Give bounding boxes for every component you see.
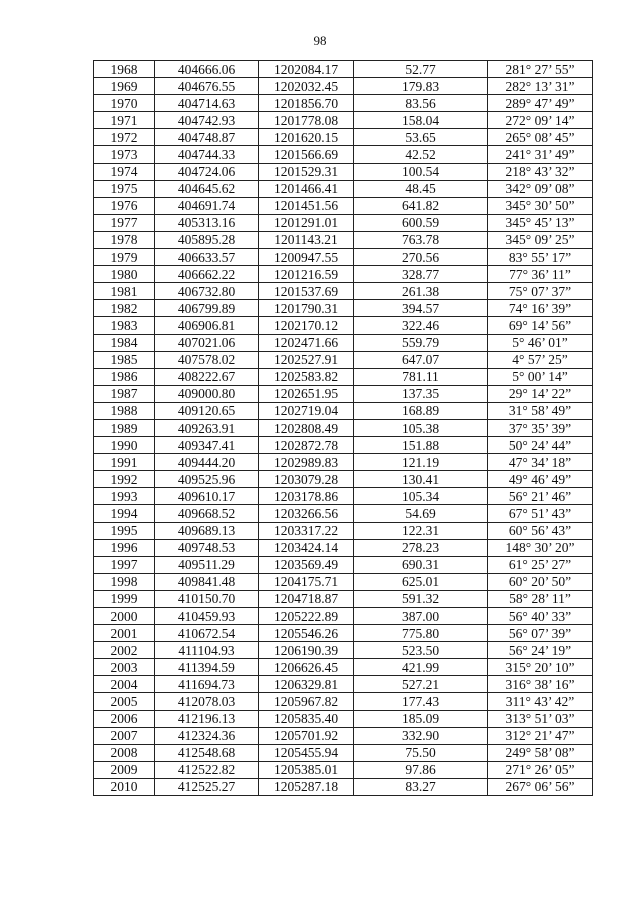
distance-cell: 75.50 (354, 744, 488, 761)
azimuth-cell: 282° 13’ 31” (488, 78, 593, 95)
distance-cell: 387.00 (354, 608, 488, 625)
distance-cell: 185.09 (354, 710, 488, 727)
y-coordinate-cell: 1203317.22 (259, 522, 354, 539)
azimuth-cell: 218° 43’ 32” (488, 163, 593, 180)
year-cell: 1983 (94, 317, 155, 334)
azimuth-cell: 312° 21’ 47” (488, 727, 593, 744)
distance-cell: 151.88 (354, 437, 488, 454)
table-row (94, 95, 593, 112)
x-coordinate-cell: 409748.53 (155, 539, 259, 556)
year-cell: 2006 (94, 710, 155, 727)
distance-cell: 137.35 (354, 385, 488, 402)
distance-cell: 158.04 (354, 112, 488, 129)
year-cell: 1988 (94, 402, 155, 419)
azimuth-cell: 37° 35’ 39” (488, 419, 593, 436)
table-row (94, 659, 593, 676)
table-row (94, 744, 593, 761)
distance-cell: 42.52 (354, 146, 488, 163)
distance-cell: 130.41 (354, 471, 488, 488)
table-row (94, 522, 593, 539)
azimuth-cell: 61° 25’ 27” (488, 556, 593, 573)
y-coordinate-cell: 1205701.92 (259, 727, 354, 744)
distance-cell: 559.79 (354, 334, 488, 351)
year-cell: 1968 (94, 61, 155, 78)
y-coordinate-cell: 1205967.82 (259, 693, 354, 710)
table-row (94, 761, 593, 778)
azimuth-cell: 60° 20’ 50” (488, 573, 593, 590)
azimuth-cell: 77° 36’ 11” (488, 266, 593, 283)
azimuth-cell: 60° 56’ 43” (488, 522, 593, 539)
page-number: 98 (313, 33, 327, 48)
y-coordinate-cell: 1205287.18 (259, 778, 354, 795)
y-coordinate-cell: 1201143.21 (259, 231, 354, 248)
distance-cell: 105.34 (354, 488, 488, 505)
table-row (94, 710, 593, 727)
azimuth-cell: 4° 57’ 25” (488, 351, 593, 368)
year-cell: 1982 (94, 300, 155, 317)
y-coordinate-cell: 1206190.39 (259, 642, 354, 659)
year-cell: 2007 (94, 727, 155, 744)
table-row (94, 78, 593, 95)
distance-cell: 122.31 (354, 522, 488, 539)
y-coordinate-cell: 1202084.17 (259, 61, 354, 78)
y-coordinate-cell: 1202989.83 (259, 454, 354, 471)
distance-cell: 52.77 (354, 61, 488, 78)
y-coordinate-cell: 1201529.31 (259, 163, 354, 180)
azimuth-cell: 249° 58’ 08” (488, 744, 593, 761)
x-coordinate-cell: 409525.96 (155, 471, 259, 488)
x-coordinate-cell: 404645.62 (155, 180, 259, 197)
azimuth-cell: 50° 24’ 44” (488, 437, 593, 454)
azimuth-cell: 56° 24’ 19” (488, 642, 593, 659)
table-row (94, 419, 593, 436)
distance-cell: 781.11 (354, 368, 488, 385)
y-coordinate-cell: 1202872.78 (259, 437, 354, 454)
table-row (94, 608, 593, 625)
y-coordinate-cell: 1202651.95 (259, 385, 354, 402)
x-coordinate-cell: 409610.17 (155, 488, 259, 505)
y-coordinate-cell: 1203569.49 (259, 556, 354, 573)
x-coordinate-cell: 404676.55 (155, 78, 259, 95)
distance-cell: 270.56 (354, 249, 488, 266)
azimuth-cell: 345° 30’ 50” (488, 197, 593, 214)
distance-cell: 179.83 (354, 78, 488, 95)
year-cell: 1979 (94, 249, 155, 266)
azimuth-cell: 74° 16’ 39” (488, 300, 593, 317)
coordinate-table (93, 60, 593, 796)
x-coordinate-cell: 409841.48 (155, 573, 259, 590)
year-cell: 2005 (94, 693, 155, 710)
azimuth-cell: 83° 55’ 17” (488, 249, 593, 266)
y-coordinate-cell: 1203178.86 (259, 488, 354, 505)
x-coordinate-cell: 409689.13 (155, 522, 259, 539)
x-coordinate-cell: 409444.20 (155, 454, 259, 471)
y-coordinate-cell: 1201537.69 (259, 283, 354, 300)
x-coordinate-cell: 410672.54 (155, 625, 259, 642)
year-cell: 2003 (94, 659, 155, 676)
x-coordinate-cell: 412324.36 (155, 727, 259, 744)
table-row (94, 676, 593, 693)
x-coordinate-cell: 409511.29 (155, 556, 259, 573)
distance-cell: 600.59 (354, 214, 488, 231)
y-coordinate-cell: 1204175.71 (259, 573, 354, 590)
x-coordinate-cell: 411104.93 (155, 642, 259, 659)
year-cell: 1985 (94, 351, 155, 368)
y-coordinate-cell: 1202032.45 (259, 78, 354, 95)
y-coordinate-cell: 1201466.41 (259, 180, 354, 197)
distance-cell: 100.54 (354, 163, 488, 180)
year-cell: 1976 (94, 197, 155, 214)
distance-cell: 763.78 (354, 231, 488, 248)
table-row (94, 471, 593, 488)
y-coordinate-cell: 1205546.26 (259, 625, 354, 642)
x-coordinate-cell: 406633.57 (155, 249, 259, 266)
x-coordinate-cell: 404714.63 (155, 95, 259, 112)
y-coordinate-cell: 1201778.08 (259, 112, 354, 129)
azimuth-cell: 31° 58’ 49” (488, 402, 593, 419)
y-coordinate-cell: 1205385.01 (259, 761, 354, 778)
year-cell: 1972 (94, 129, 155, 146)
x-coordinate-cell: 410459.93 (155, 608, 259, 625)
azimuth-cell: 75° 07’ 37” (488, 283, 593, 300)
y-coordinate-cell: 1205835.40 (259, 710, 354, 727)
azimuth-cell: 342° 09’ 08” (488, 180, 593, 197)
azimuth-cell: 271° 26’ 05” (488, 761, 593, 778)
year-cell: 1990 (94, 437, 155, 454)
year-cell: 2008 (94, 744, 155, 761)
distance-cell: 625.01 (354, 573, 488, 590)
distance-cell: 647.07 (354, 351, 488, 368)
y-coordinate-cell: 1201620.15 (259, 129, 354, 146)
year-cell: 1995 (94, 522, 155, 539)
azimuth-cell: 67° 51’ 43” (488, 505, 593, 522)
azimuth-cell: 56° 21’ 46” (488, 488, 593, 505)
year-cell: 1984 (94, 334, 155, 351)
y-coordinate-cell: 1202808.49 (259, 419, 354, 436)
distance-cell: 83.27 (354, 778, 488, 795)
year-cell: 1993 (94, 488, 155, 505)
year-cell: 1989 (94, 419, 155, 436)
x-coordinate-cell: 412548.68 (155, 744, 259, 761)
azimuth-cell: 148° 30’ 20” (488, 539, 593, 556)
year-cell: 2004 (94, 676, 155, 693)
y-coordinate-cell: 1201566.69 (259, 146, 354, 163)
y-coordinate-cell: 1206329.81 (259, 676, 354, 693)
azimuth-cell: 56° 40’ 33” (488, 608, 593, 625)
distance-cell: 48.45 (354, 180, 488, 197)
x-coordinate-cell: 412078.03 (155, 693, 259, 710)
year-cell: 1999 (94, 590, 155, 607)
year-cell: 1974 (94, 163, 155, 180)
year-cell: 1981 (94, 283, 155, 300)
x-coordinate-cell: 406906.81 (155, 317, 259, 334)
azimuth-cell: 49° 46’ 49” (488, 471, 593, 488)
year-cell: 2009 (94, 761, 155, 778)
distance-cell: 54.69 (354, 505, 488, 522)
table-row (94, 129, 593, 146)
year-cell: 2001 (94, 625, 155, 642)
table-row (94, 437, 593, 454)
table-row (94, 334, 593, 351)
azimuth-cell: 29° 14’ 22” (488, 385, 593, 402)
table-row (94, 402, 593, 419)
table-row (94, 163, 593, 180)
azimuth-cell: 345° 09’ 25” (488, 231, 593, 248)
table-row (94, 197, 593, 214)
year-cell: 1971 (94, 112, 155, 129)
table-row (94, 231, 593, 248)
x-coordinate-cell: 406799.89 (155, 300, 259, 317)
azimuth-cell: 313° 51’ 03” (488, 710, 593, 727)
x-coordinate-cell: 412196.13 (155, 710, 259, 727)
azimuth-cell: 241° 31’ 49” (488, 146, 593, 163)
y-coordinate-cell: 1206626.45 (259, 659, 354, 676)
y-coordinate-cell: 1203266.56 (259, 505, 354, 522)
year-cell: 1973 (94, 146, 155, 163)
y-coordinate-cell: 1201216.59 (259, 266, 354, 283)
distance-cell: 278.23 (354, 539, 488, 556)
x-coordinate-cell: 411694.73 (155, 676, 259, 693)
table-row (94, 778, 593, 795)
x-coordinate-cell: 404724.06 (155, 163, 259, 180)
azimuth-cell: 316° 38’ 16” (488, 676, 593, 693)
distance-cell: 641.82 (354, 197, 488, 214)
y-coordinate-cell: 1202471.66 (259, 334, 354, 351)
table-row (94, 693, 593, 710)
table-row (94, 300, 593, 317)
table-row (94, 505, 593, 522)
x-coordinate-cell: 406662.22 (155, 266, 259, 283)
table-row (94, 317, 593, 334)
year-cell: 1969 (94, 78, 155, 95)
azimuth-cell: 289° 47’ 49” (488, 95, 593, 112)
year-cell: 2002 (94, 642, 155, 659)
table-row (94, 454, 593, 471)
y-coordinate-cell: 1201291.01 (259, 214, 354, 231)
azimuth-cell: 311° 43’ 42” (488, 693, 593, 710)
y-coordinate-cell: 1204718.87 (259, 590, 354, 607)
year-cell: 1992 (94, 471, 155, 488)
distance-cell: 121.19 (354, 454, 488, 471)
x-coordinate-cell: 405313.16 (155, 214, 259, 231)
table-row (94, 642, 593, 659)
table-row (94, 283, 593, 300)
table-row (94, 590, 593, 607)
y-coordinate-cell: 1202527.91 (259, 351, 354, 368)
distance-cell: 523.50 (354, 642, 488, 659)
y-coordinate-cell: 1205222.89 (259, 608, 354, 625)
table-row (94, 385, 593, 402)
x-coordinate-cell: 412525.27 (155, 778, 259, 795)
x-coordinate-cell: 404748.87 (155, 129, 259, 146)
x-coordinate-cell: 407578.02 (155, 351, 259, 368)
distance-cell: 775.80 (354, 625, 488, 642)
year-cell: 1996 (94, 539, 155, 556)
table-row (94, 146, 593, 163)
distance-cell: 261.38 (354, 283, 488, 300)
distance-cell: 527.21 (354, 676, 488, 693)
azimuth-cell: 272° 09’ 14” (488, 112, 593, 129)
azimuth-cell: 47° 34’ 18” (488, 454, 593, 471)
x-coordinate-cell: 409000.80 (155, 385, 259, 402)
distance-cell: 690.31 (354, 556, 488, 573)
distance-cell: 421.99 (354, 659, 488, 676)
x-coordinate-cell: 409347.41 (155, 437, 259, 454)
y-coordinate-cell: 1200947.55 (259, 249, 354, 266)
year-cell: 1975 (94, 180, 155, 197)
x-coordinate-cell: 404666.06 (155, 61, 259, 78)
year-cell: 1991 (94, 454, 155, 471)
azimuth-cell: 281° 27’ 55” (488, 61, 593, 78)
azimuth-cell: 56° 07’ 39” (488, 625, 593, 642)
x-coordinate-cell: 404742.93 (155, 112, 259, 129)
year-cell: 1994 (94, 505, 155, 522)
y-coordinate-cell: 1201451.56 (259, 197, 354, 214)
year-cell: 1970 (94, 95, 155, 112)
table-row (94, 249, 593, 266)
x-coordinate-cell: 408222.67 (155, 368, 259, 385)
table-row (94, 556, 593, 573)
x-coordinate-cell: 412522.82 (155, 761, 259, 778)
table-body (94, 61, 593, 796)
year-cell: 1987 (94, 385, 155, 402)
x-coordinate-cell: 404744.33 (155, 146, 259, 163)
y-coordinate-cell: 1201790.31 (259, 300, 354, 317)
table-row (94, 727, 593, 744)
x-coordinate-cell: 409668.52 (155, 505, 259, 522)
year-cell: 2010 (94, 778, 155, 795)
table-row (94, 351, 593, 368)
x-coordinate-cell: 406732.80 (155, 283, 259, 300)
distance-cell: 328.77 (354, 266, 488, 283)
azimuth-cell: 315° 20’ 10” (488, 659, 593, 676)
azimuth-cell: 265° 08’ 45” (488, 129, 593, 146)
x-coordinate-cell: 407021.06 (155, 334, 259, 351)
year-cell: 1986 (94, 368, 155, 385)
y-coordinate-cell: 1202170.12 (259, 317, 354, 334)
year-cell: 1977 (94, 214, 155, 231)
year-cell: 1980 (94, 266, 155, 283)
table-row (94, 573, 593, 590)
table-row (94, 214, 593, 231)
distance-cell: 322.46 (354, 317, 488, 334)
azimuth-cell: 5° 46’ 01” (488, 334, 593, 351)
x-coordinate-cell: 409263.91 (155, 419, 259, 436)
y-coordinate-cell: 1202719.04 (259, 402, 354, 419)
azimuth-cell: 58° 28’ 11” (488, 590, 593, 607)
table-row (94, 112, 593, 129)
distance-cell: 168.89 (354, 402, 488, 419)
y-coordinate-cell: 1205455.94 (259, 744, 354, 761)
x-coordinate-cell: 405895.28 (155, 231, 259, 248)
table-row (94, 266, 593, 283)
x-coordinate-cell: 404691.74 (155, 197, 259, 214)
table-row (94, 368, 593, 385)
distance-cell: 97.86 (354, 761, 488, 778)
table-row (94, 625, 593, 642)
year-cell: 1997 (94, 556, 155, 573)
table-row (94, 61, 593, 78)
azimuth-cell: 5° 00’ 14” (488, 368, 593, 385)
distance-cell: 177.43 (354, 693, 488, 710)
distance-cell: 105.38 (354, 419, 488, 436)
distance-cell: 591.32 (354, 590, 488, 607)
year-cell: 1998 (94, 573, 155, 590)
azimuth-cell: 345° 45’ 13” (488, 214, 593, 231)
y-coordinate-cell: 1203079.28 (259, 471, 354, 488)
year-cell: 1978 (94, 231, 155, 248)
distance-cell: 394.57 (354, 300, 488, 317)
y-coordinate-cell: 1203424.14 (259, 539, 354, 556)
y-coordinate-cell: 1201856.70 (259, 95, 354, 112)
year-cell: 2000 (94, 608, 155, 625)
distance-cell: 83.56 (354, 95, 488, 112)
distance-cell: 332.90 (354, 727, 488, 744)
x-coordinate-cell: 410150.70 (155, 590, 259, 607)
table-row (94, 488, 593, 505)
y-coordinate-cell: 1202583.82 (259, 368, 354, 385)
azimuth-cell: 267° 06’ 56” (488, 778, 593, 795)
table-row (94, 539, 593, 556)
table-row (94, 180, 593, 197)
distance-cell: 53.65 (354, 129, 488, 146)
azimuth-cell: 69° 14’ 56” (488, 317, 593, 334)
x-coordinate-cell: 409120.65 (155, 402, 259, 419)
x-coordinate-cell: 411394.59 (155, 659, 259, 676)
